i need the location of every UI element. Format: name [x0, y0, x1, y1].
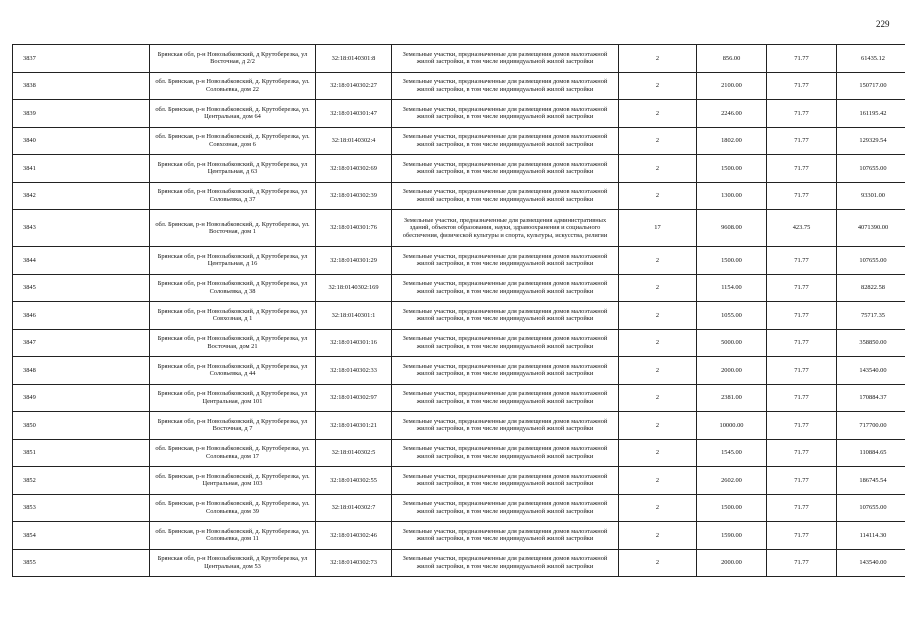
cadastral-value-cell: 107655.00: [837, 155, 905, 183]
address-cell: обл. Брянская, р-н Новозыбковский, д. Крутоберезка, ул. Центральная, дом 103: [150, 467, 316, 495]
area-cell: 2000.00: [697, 549, 767, 577]
table-row: [13, 549, 905, 577]
land-purpose-cell: Земельные участки, предназначенные для размещения домов малоэтажной жилой застройки, в том числе индивидуальной жилой застройки: [392, 412, 619, 440]
cadastral-value-cell: 143540.00: [837, 549, 905, 577]
table-row: [13, 302, 905, 330]
cadastral-value-cell: 75717.35: [837, 302, 905, 330]
specific-value-cell: 71.77: [767, 72, 837, 100]
table-row: [13, 247, 905, 275]
cadastral-number-cell: 32:18:0140302:46: [316, 522, 392, 550]
record-number: 3853: [13, 494, 150, 522]
specific-value-cell: 71.77: [767, 274, 837, 302]
group-cell: 17: [619, 210, 697, 247]
cadastral-value-cell: 150717.00: [837, 72, 905, 100]
group-cell: 2: [619, 494, 697, 522]
specific-value-cell: 71.77: [767, 467, 837, 495]
cadastral-value-cell: 129329.54: [837, 127, 905, 155]
cadastral-number-cell: 32:18:0140302:55: [316, 467, 392, 495]
specific-value-cell: 71.77: [767, 155, 837, 183]
land-purpose-cell: Земельные участки, предназначенные для размещения домов малоэтажной жилой застройки, в том числе индивидуальной жилой застройки: [392, 384, 619, 412]
land-purpose-cell: Земельные участки, предназначенные для размещения домов малоэтажной жилой застройки, в том числе индивидуальной жилой застройки: [392, 522, 619, 550]
area-cell: 2000.00: [697, 357, 767, 385]
group-cell: 2: [619, 72, 697, 100]
cadastral-number-cell: 32:18:0140302:33: [316, 357, 392, 385]
cadastral-number-cell: 32:18:0140301:29: [316, 247, 392, 275]
group-cell: 2: [619, 100, 697, 128]
address-cell: Брянская обл, р-н Новозыбковский, д Крутоберезка, ул Соловьевка, д 38: [150, 274, 316, 302]
group-cell: 2: [619, 329, 697, 357]
table-row: [13, 329, 905, 357]
specific-value-cell: 71.77: [767, 45, 837, 73]
cadastral-number-cell: 32:18:0140302:5: [316, 439, 392, 467]
group-cell: 2: [619, 247, 697, 275]
area-cell: 1300.00: [697, 182, 767, 210]
cadastral-number-cell: 32:18:0140302:7: [316, 494, 392, 522]
specific-value-cell: 71.77: [767, 494, 837, 522]
land-purpose-cell: Земельные участки, предназначенные для размещения домов малоэтажной жилой застройки, в том числе индивидуальной жилой застройки: [392, 357, 619, 385]
group-cell: 2: [619, 549, 697, 577]
group-cell: 2: [619, 384, 697, 412]
record-number: 3841: [13, 155, 150, 183]
cadastral-value-cell: 161195.42: [837, 100, 905, 128]
area-cell: 1500.00: [697, 155, 767, 183]
land-purpose-cell: Земельные участки, предназначенные для размещения домов малоэтажной жилой застройки, в том числе индивидуальной жилой застройки: [392, 549, 619, 577]
cadastral-number-cell: 32:18:0140302:4: [316, 127, 392, 155]
group-cell: 2: [619, 522, 697, 550]
cadastral-value-cell: 107655.00: [837, 494, 905, 522]
record-number: 3842: [13, 182, 150, 210]
group-cell: 2: [619, 274, 697, 302]
land-purpose-cell: Земельные участки, предназначенные для размещения домов малоэтажной жилой застройки, в том числе индивидуальной жилой застройки: [392, 302, 619, 330]
specific-value-cell: 71.77: [767, 549, 837, 577]
table-row: [13, 274, 905, 302]
specific-value-cell: 71.77: [767, 100, 837, 128]
land-purpose-cell: Земельные участки, предназначенные для размещения домов малоэтажной жилой застройки, в том числе индивидуальной жилой застройки: [392, 439, 619, 467]
specific-value-cell: 71.77: [767, 182, 837, 210]
specific-value-cell: 71.77: [767, 412, 837, 440]
table-row: [13, 210, 905, 247]
specific-value-cell: 71.77: [767, 247, 837, 275]
area-cell: 2100.00: [697, 72, 767, 100]
cadastral-number-cell: 32:18:0140302:169: [316, 274, 392, 302]
address-cell: Брянская обл, р-н Новозыбковский, д Крутоберезка, ул Центральная, д 16: [150, 247, 316, 275]
address-cell: Брянская обл, р-н Новозыбковский, д Крутоберезка, ул Восточная, д 2/2: [150, 45, 316, 73]
cadastral-number-cell: 32:18:0140302:73: [316, 549, 392, 577]
land-purpose-cell: Земельные участки, предназначенные для размещения домов малоэтажной жилой застройки, в том числе индивидуальной жилой застройки: [392, 72, 619, 100]
cadastral-value-cell: 107655.00: [837, 247, 905, 275]
record-number: 3854: [13, 522, 150, 550]
area-cell: 1802.00: [697, 127, 767, 155]
table-row: [13, 127, 905, 155]
area-cell: 5000.00: [697, 329, 767, 357]
record-number: 3847: [13, 329, 150, 357]
address-cell: Брянская обл, р-н Новозыбковский, д Крутоберезка, ул Соловьевка, д 37: [150, 182, 316, 210]
address-cell: Брянская обл, р-н Новозыбковский, д Крутоберезка, ул Центральная, д 63: [150, 155, 316, 183]
address-cell: Брянская обл, р-н Новозыбковский, д Крутоберезка, ул Восточная, дом 21: [150, 329, 316, 357]
land-purpose-cell: Земельные участки, предназначенные для размещения домов малоэтажной жилой застройки, в том числе индивидуальной жилой застройки: [392, 100, 619, 128]
area-cell: 1500.00: [697, 247, 767, 275]
area-cell: 1500.00: [697, 494, 767, 522]
cadastral-number-cell: 32:18:0140301:16: [316, 329, 392, 357]
group-cell: 2: [619, 182, 697, 210]
record-number: 3848: [13, 357, 150, 385]
table-row: [13, 155, 905, 183]
address-cell: обл. Брянская, р-н Новозыбковский, д. Крутоберезка, ул. Совхозная, дом 6: [150, 127, 316, 155]
specific-value-cell: 71.77: [767, 384, 837, 412]
record-number: 3838: [13, 72, 150, 100]
table-row: [13, 384, 905, 412]
cadastral-number-cell: 32:18:0140301:1: [316, 302, 392, 330]
table-row: [13, 357, 905, 385]
cadastral-value-cell: 358850.00: [837, 329, 905, 357]
group-cell: 2: [619, 439, 697, 467]
specific-value-cell: 71.77: [767, 302, 837, 330]
group-cell: 2: [619, 467, 697, 495]
area-cell: 1154.00: [697, 274, 767, 302]
record-number: 3850: [13, 412, 150, 440]
address-cell: обл. Брянская, р-н Новозыбковский, д. Крутоберезка, ул. Восточная, дом 1: [150, 210, 316, 247]
cadastral-number-cell: 32:18:0140302:97: [316, 384, 392, 412]
land-purpose-cell: Земельные участки, предназначенные для размещения домов малоэтажной жилой застройки, в том числе индивидуальной жилой застройки: [392, 494, 619, 522]
specific-value-cell: 71.77: [767, 522, 837, 550]
area-cell: 2246.00: [697, 100, 767, 128]
cadastral-number-cell: 32:18:0140302:39: [316, 182, 392, 210]
record-number: 3851: [13, 439, 150, 467]
area-cell: 10000.00: [697, 412, 767, 440]
land-purpose-cell: Земельные участки, предназначенные для размещения домов малоэтажной жилой застройки, в том числе индивидуальной жилой застройки: [392, 274, 619, 302]
table-row: [13, 494, 905, 522]
address-cell: Брянская обл, р-н Новозыбковский, д Крутоберезка, ул Центральная, дом 101: [150, 384, 316, 412]
address-cell: обл. Брянская, р-н Новозыбковский, д. Крутоберезка, ул. Соловьевка, дом 11: [150, 522, 316, 550]
area-cell: 1055.00: [697, 302, 767, 330]
land-purpose-cell: Земельные участки, предназначенные для размещения домов малоэтажной жилой застройки, в том числе индивидуальной жилой застройки: [392, 155, 619, 183]
cadastral-number-cell: 32:18:0140301:76: [316, 210, 392, 247]
table-row: [13, 45, 905, 73]
table-row: [13, 412, 905, 440]
specific-value-cell: 71.77: [767, 439, 837, 467]
cadastral-number-cell: 32:18:0140302:69: [316, 155, 392, 183]
cadastral-value-cell: 61435.12: [837, 45, 905, 73]
specific-value-cell: 71.77: [767, 329, 837, 357]
address-cell: Брянская обл, р-н Новозыбковский, д Крутоберезка, ул Центральная, дом 53: [150, 549, 316, 577]
cadastral-number-cell: 32:18:0140301:47: [316, 100, 392, 128]
cadastral-value-cell: 110884.65: [837, 439, 905, 467]
table-row: [13, 72, 905, 100]
land-purpose-cell: Земельные участки, предназначенные для размещения домов малоэтажной жилой застройки, в том числе индивидуальной жилой застройки: [392, 182, 619, 210]
area-cell: 9608.00: [697, 210, 767, 247]
cadastral-value-cell: 186745.54: [837, 467, 905, 495]
record-number: 3852: [13, 467, 150, 495]
cadastral-number-cell: 32:18:0140301:8: [316, 45, 392, 73]
specific-value-cell: 423.75: [767, 210, 837, 247]
record-number: 3849: [13, 384, 150, 412]
cadastral-value-cell: 717700.00: [837, 412, 905, 440]
land-parcels-table: [12, 44, 905, 577]
table-row: [13, 182, 905, 210]
group-cell: 2: [619, 155, 697, 183]
address-cell: обл. Брянская, р-н Новозыбковский, д. Крутоберезка, ул. Соловьевка, дом 39: [150, 494, 316, 522]
cadastral-value-cell: 114114.30: [837, 522, 905, 550]
record-number: 3840: [13, 127, 150, 155]
cadastral-value-cell: 170884.37: [837, 384, 905, 412]
cadastral-value-cell: 143540.00: [837, 357, 905, 385]
address-cell: обл. Брянская, р-н Новозыбковский, д. Крутоберезка, ул. Соловьевка, дом 22: [150, 72, 316, 100]
group-cell: 2: [619, 412, 697, 440]
record-number: 3843: [13, 210, 150, 247]
table-row: [13, 467, 905, 495]
record-number: 3839: [13, 100, 150, 128]
group-cell: 2: [619, 302, 697, 330]
cadastral-value-cell: 82822.58: [837, 274, 905, 302]
record-number: 3845: [13, 274, 150, 302]
land-purpose-cell: Земельные участки, предназначенные для размещения домов малоэтажной жилой застройки, в том числе индивидуальной жилой застройки: [392, 467, 619, 495]
address-cell: Брянская обл, р-н Новозыбковский, д Крутоберезка, ул Восточная, д 7: [150, 412, 316, 440]
land-purpose-cell: Земельные участки, предназначенные для размещения домов малоэтажной жилой застройки, в том числе индивидуальной жилой застройки: [392, 45, 619, 73]
group-cell: 2: [619, 45, 697, 73]
record-number: 3846: [13, 302, 150, 330]
land-purpose-cell: Земельные участки, предназначенные для размещения домов малоэтажной жилой застройки, в том числе индивидуальной жилой застройки: [392, 329, 619, 357]
record-number: 3855: [13, 549, 150, 577]
area-cell: 2381.00: [697, 384, 767, 412]
cadastral-number-cell: 32:18:0140301:21: [316, 412, 392, 440]
address-cell: Брянская обл, р-н Новозыбковский, д Крутоберезка, ул Совхозная, д 1: [150, 302, 316, 330]
page-number: 229: [876, 19, 890, 29]
address-cell: обл. Брянская, р-н Новозыбковский, д. Крутоберезка, ул. Соловьевка, дом 17: [150, 439, 316, 467]
address-cell: обл. Брянская, р-н Новозыбковский, д. Крутоберезка, ул. Центральная, дом 64: [150, 100, 316, 128]
specific-value-cell: 71.77: [767, 127, 837, 155]
record-number: 3837: [13, 45, 150, 73]
table-row: [13, 439, 905, 467]
area-cell: 856.00: [697, 45, 767, 73]
table-row: [13, 522, 905, 550]
area-cell: 1545.00: [697, 439, 767, 467]
specific-value-cell: 71.77: [767, 357, 837, 385]
group-cell: 2: [619, 357, 697, 385]
land-purpose-cell: Земельные участки, предназначенные для размещения административных зданий, объектов образования, науки, здравоохранения и социального обеспечения, физической культуры и спорта, культуры, искусства, религии: [392, 210, 619, 247]
table-body: [13, 45, 905, 577]
cadastral-value-cell: 93301.00: [837, 182, 905, 210]
land-purpose-cell: Земельные участки, предназначенные для размещения домов малоэтажной жилой застройки, в том числе индивидуальной жилой застройки: [392, 247, 619, 275]
record-number: 3844: [13, 247, 150, 275]
area-cell: 1590.00: [697, 522, 767, 550]
area-cell: 2602.00: [697, 467, 767, 495]
land-purpose-cell: Земельные участки, предназначенные для размещения домов малоэтажной жилой застройки, в том числе индивидуальной жилой застройки: [392, 127, 619, 155]
table-row: [13, 100, 905, 128]
cadastral-value-cell: 4071390.00: [837, 210, 905, 247]
group-cell: 2: [619, 127, 697, 155]
address-cell: Брянская обл, р-н Новозыбковский, д Крутоберезка, ул Соловьевка, д 44: [150, 357, 316, 385]
cadastral-number-cell: 32:18:0140302:27: [316, 72, 392, 100]
